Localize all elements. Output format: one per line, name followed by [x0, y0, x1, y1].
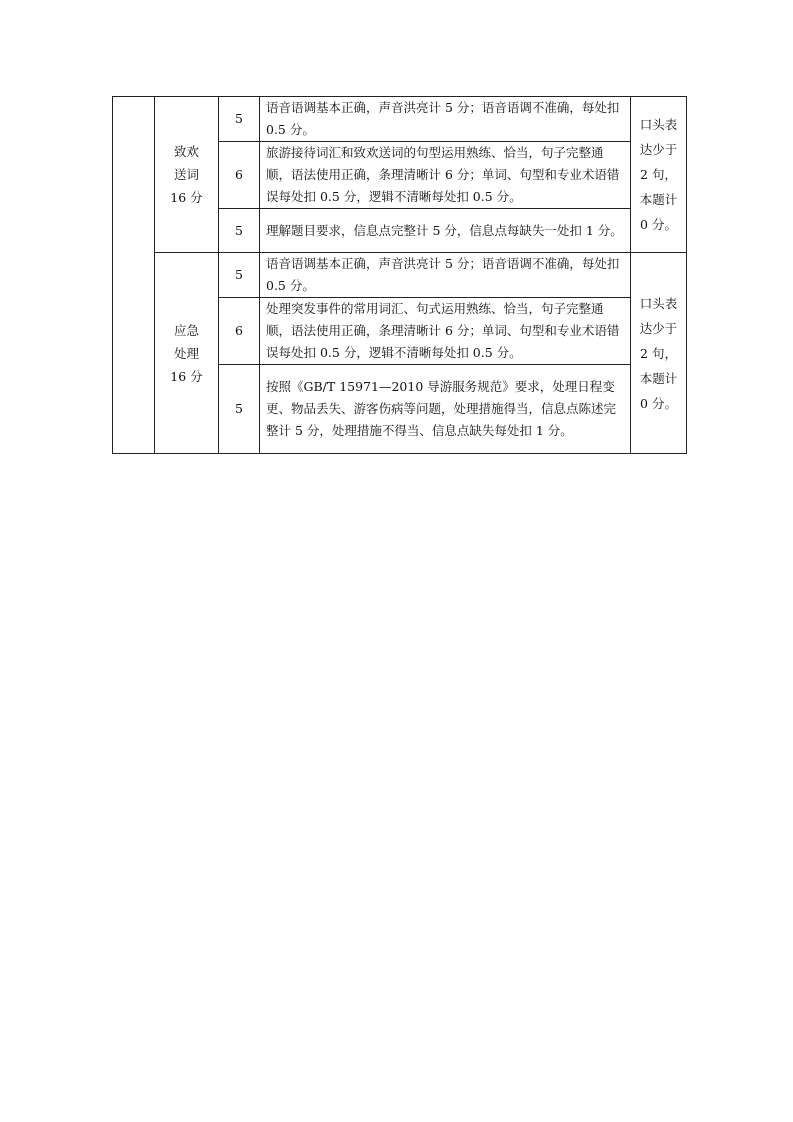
note-line: 2 句，: [640, 345, 677, 361]
score-cell: 5: [219, 97, 260, 142]
note-line: 0 分。: [640, 395, 677, 411]
note-cell-emergency: [631, 253, 687, 454]
item-name-line: 16 分: [170, 190, 203, 205]
item-name-line: 送词: [173, 167, 199, 182]
score-cell: 6: [219, 142, 260, 209]
note-line: 达少于: [639, 320, 678, 336]
note-cell-farewell: [631, 97, 687, 253]
note-line: 口头表: [639, 117, 678, 132]
note-line: 0 分。: [640, 217, 677, 232]
item-name-line: 应急: [173, 322, 199, 338]
criteria-cell: 理解题目要求，信息点完整计 5 分，信息点每缺失一处扣 1 分。: [260, 209, 631, 253]
note-line: 口头表: [639, 295, 678, 311]
score-cell: 6: [219, 298, 260, 365]
criteria-cell: 旅游接待词汇和致欢送词的句型运用熟练、恰当，句子完整通顺，语法使用正确，条理清晰计 6 分；单词、句型和专业术语错误每处扣 0.5 分，逻辑不清晰每处扣 0.5 分。: [260, 142, 631, 209]
score-cell: 5: [219, 253, 260, 298]
score-cell: 5: [219, 365, 260, 454]
scoring-table: [112, 96, 687, 454]
note-line: 达少于: [639, 142, 678, 157]
criteria-cell: 语音语调基本正确，声音洪亮计 5 分；语音语调不准确，每处扣 0.5 分。: [260, 253, 631, 298]
item-name-line: 处理: [173, 345, 199, 361]
note-line: 2 句，: [640, 167, 677, 182]
item-name-line: 致欢: [173, 144, 199, 159]
blank-category-cell: [113, 97, 155, 454]
note-line: 本题计: [639, 192, 678, 207]
table-row: [113, 97, 687, 142]
score-cell: 5: [219, 209, 260, 253]
item-name-cell-emergency: [155, 253, 219, 454]
criteria-cell: 语音语调基本正确，声音洪亮计 5 分；语音语调不准确，每处扣 0.5 分。: [260, 97, 631, 142]
item-name-line: 16 分: [170, 368, 203, 384]
criteria-cell: 按照《GB/T 15971—2010 导游服务规范》要求，处理日程变更、物品丢失、游客伤病等问题，处理措施得当，信息点陈述完整计 5 分，处理措施不得当、信息点缺失每处扣 1 分。: [260, 365, 631, 454]
note-line: 本题计: [639, 370, 678, 386]
table-row: [113, 253, 687, 298]
criteria-cell: 处理突发事件的常用词汇、句式运用熟练、恰当，句子完整通顺，语法使用正确，条理清晰计 6 分；单词、句型和专业术语错误每处扣 0.5 分，逻辑不清晰每处扣 0.5 分。: [260, 298, 631, 365]
item-name-cell-farewell: [155, 97, 219, 253]
